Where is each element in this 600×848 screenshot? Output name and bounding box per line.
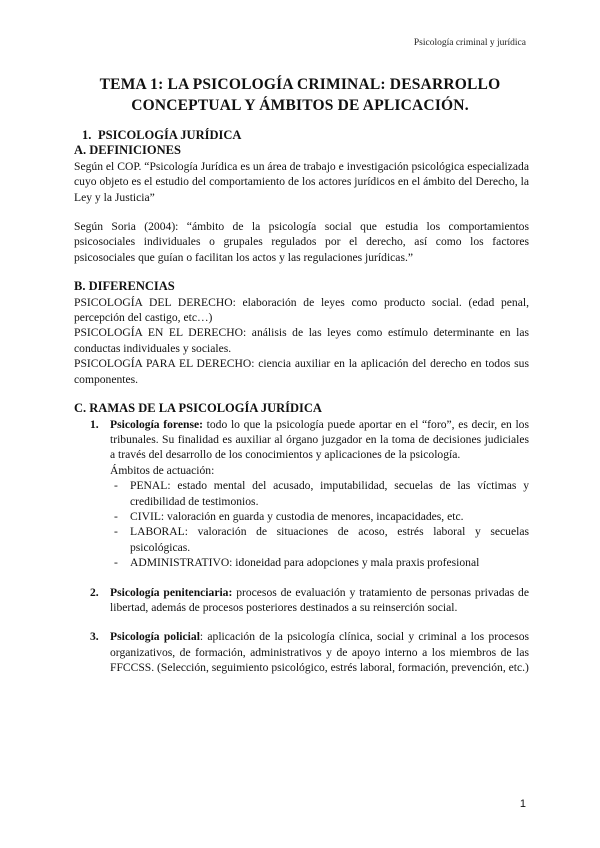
ambit-civil: - CIVIL: valoración en guarda y custodia de menores, incapacidades, etc. — [110, 509, 529, 524]
branch-policial — [74, 629, 529, 675]
section-heading — [82, 128, 529, 143]
definitions-heading: A. DEFINICIONES — [74, 143, 181, 158]
difference-en-el-derecho: PSICOLOGÍA EN EL DERECHO: análisis de las leyes como estímulo determinante en las conductas individuales y sociales. — [74, 326, 529, 355]
page-number: 1 — [519, 798, 526, 810]
section-title: PSICOLOGÍA JURÍDICA — [98, 128, 242, 142]
branch-number: 2. — [90, 585, 99, 599]
branch-forense-text — [110, 417, 529, 463]
branches-heading: C. RAMAS DE LA PSICOLOGÍA JURÍDICA — [74, 401, 322, 416]
branch-description: procesos de evaluación y tratamiento de personas privadas de libertad, además de procesos posteriores destinados a su reinserción social. — [110, 585, 529, 614]
document-title — [70, 74, 530, 116]
running-header: Psicología criminal y jurídica — [413, 38, 526, 48]
title-line-2: CONCEPTUAL Y ÁMBITOS DE APLICACIÓN. — [131, 97, 469, 114]
ambit-administrativo: - ADMINISTRATIVO: idoneidad para adopciones y mala praxis profesional — [110, 555, 529, 570]
branch-policial-text — [110, 629, 529, 675]
title-line-1: TEMA 1: LA PSICOLOGÍA CRIMINAL: DESARROLLO — [99, 76, 501, 93]
branch-title: Psicología forense: — [110, 417, 203, 431]
differences-heading: B. DIFERENCIAS — [74, 279, 175, 294]
difference-del-derecho: PSICOLOGÍA DEL DERECHO: elaboración de leyes como producto social. (edad penal, percepción del castigo, etc…) — [74, 295, 529, 325]
branch-title: Psicología penitenciaria: — [110, 585, 233, 599]
branch-forense — [74, 417, 529, 571]
branch-number: 3. — [90, 630, 99, 644]
definition-soria: Según Soria (2004): “ámbito de la psicología social que estudia los comportamientos psicosociales individuales o grupales regulados por el derecho, así como los factores psicosociales que guían o facilitan los actos y las regulaciones jurídicas.” — [74, 220, 529, 264]
branches-list — [74, 417, 529, 676]
definition-cop: Según el COP. “Psicología Jurídica es un área de trabajo e investigación psicológica especializada cuyo objeto es el estudio del comportamiento de los actores jurídicos en el ámbito del Derecho, la Ley y la Justicia” — [74, 159, 529, 204]
section-number: 1. — [82, 128, 92, 142]
ambits-list — [110, 478, 529, 570]
branch-penitenciaria — [74, 585, 529, 616]
ambit-penal: - PENAL: estado mental del acusado, imputabilidad, secuelas de las víctimas y credibilidad de testimonios. — [110, 478, 529, 509]
ambit-laboral: - LABORAL: valoración de situaciones de acoso, estrés laboral y secuelas psicológicas. — [110, 524, 529, 555]
branch-title: Psicología policial — [110, 630, 200, 644]
branch-number: 1. — [90, 417, 99, 431]
branch-description: : aplicación de la psicología clínica, social y criminal a los procesos organizativos, de formación, administrativos y de apoyo interno a los miembros de las FFCCSS. (Selección, seguimiento psicológico, estrés laboral, formación, prevención, etc.) — [110, 630, 530, 675]
ambits-label: Ámbitos de actuación: — [110, 463, 215, 477]
document-body — [74, 128, 529, 676]
difference-para-el-derecho: PSICOLOGÍA PARA EL DERECHO: ciencia auxiliar en la aplicación del derecho en todos sus componentes. — [74, 357, 529, 386]
branch-description: todo lo que la psicología puede aportar en el “foro”, es decir, en los tribunales. Su finalidad es auxiliar al órgano juzgador en la toma de decisiones judiciales a través del desarrollo de los conocimientos y aplicaciones de la psicología. — [110, 417, 529, 462]
branch-penitenciaria-text — [110, 585, 529, 616]
